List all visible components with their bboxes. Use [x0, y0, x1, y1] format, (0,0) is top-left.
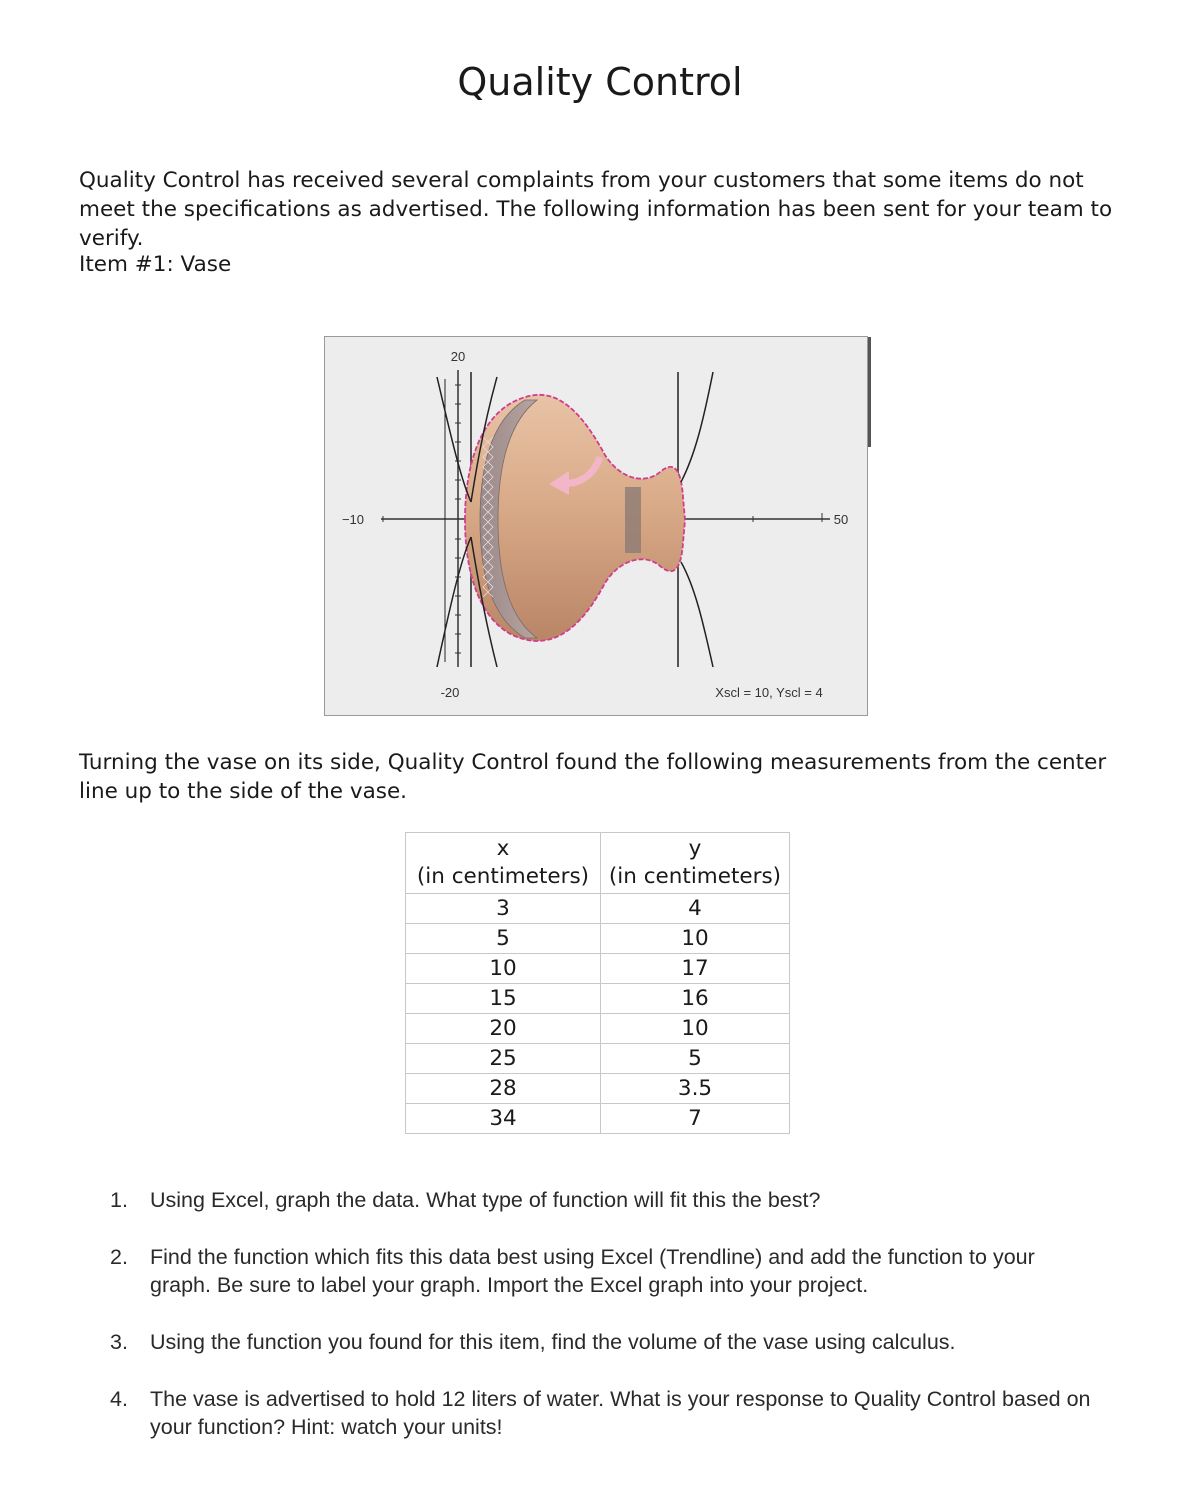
cell-x: 25 [406, 1044, 601, 1074]
vase-neck-ring [625, 487, 641, 553]
cell-x: 34 [406, 1104, 601, 1134]
vase-graph-figure [324, 336, 868, 716]
table-row [406, 1014, 790, 1044]
question-number: 2. [110, 1245, 128, 1269]
cell-y: 3.5 [601, 1074, 790, 1104]
table-row [406, 1044, 790, 1074]
question-item [110, 1328, 1100, 1356]
y-min-label: -20 [440, 685, 460, 700]
cell-x: 5 [406, 924, 601, 954]
x-max-label: 50 [833, 512, 849, 527]
question-text: Using Excel, graph the data. What type of function will fit this the best? [150, 1188, 821, 1212]
header-x [406, 833, 601, 894]
scale-label: Xscl = 10, Yscl = 4 [715, 685, 823, 700]
cell-x: 15 [406, 984, 601, 1014]
header-x-unit: (in centimeters) [416, 864, 590, 889]
y-max-label: 20 [450, 349, 466, 364]
cell-y: 16 [601, 984, 790, 1014]
cell-y: 10 [601, 1014, 790, 1044]
table-row [406, 984, 790, 1014]
table-row [406, 894, 790, 924]
question-number: 3. [110, 1330, 128, 1354]
question-number: 4. [110, 1387, 128, 1411]
question-number: 1. [110, 1188, 128, 1212]
table-row [406, 1104, 790, 1134]
question-item [110, 1243, 1100, 1299]
cell-y: 7 [601, 1104, 790, 1134]
cell-y: 4 [601, 894, 790, 924]
table-row [406, 1074, 790, 1104]
cell-x: 10 [406, 954, 601, 984]
page-title: Quality Control [457, 60, 743, 104]
question-text: Find the function which fits this data best using Excel (Trendline) and add the function to your graph. Be sure to label your graph. Import the Excel graph into your project. [150, 1245, 1035, 1297]
table-header-row [406, 833, 790, 894]
question-text: Using the function you found for this item, find the volume of the vase using calculus. [150, 1330, 956, 1354]
question-text: The vase is advertised to hold 12 liters of water. What is your response to Quality Control based on your function? Hint: watch your units! [150, 1387, 1091, 1439]
question-item [110, 1385, 1100, 1441]
cell-y: 17 [601, 954, 790, 984]
header-x-var: x [496, 836, 510, 861]
cell-x: 3 [406, 894, 601, 924]
cell-x: 20 [406, 1014, 601, 1044]
item-label: Item #1: Vase [79, 252, 232, 277]
header-y-var: y [688, 836, 702, 861]
header-y-unit: (in centimeters) [608, 864, 782, 889]
cell-y: 5 [601, 1044, 790, 1074]
table-row [406, 954, 790, 984]
question-item [110, 1186, 1100, 1214]
intro-paragraph: Quality Control has received several complaints from your customers that some items do not meet the specifications as advertised. The following information has been sent for your team to verify. [79, 168, 1113, 251]
x-min-label: −10 [341, 512, 365, 527]
table-row [406, 924, 790, 954]
cell-y: 10 [601, 924, 790, 954]
cell-x: 28 [406, 1074, 601, 1104]
vase-graph-svg [325, 337, 869, 717]
header-y [601, 833, 790, 894]
measurement-paragraph: Turning the vase on its side, Quality Control found the following measurements from the center line up to the side of the vase. [79, 750, 1107, 804]
measurement-table [405, 832, 790, 1134]
question-list [110, 1186, 1100, 1470]
